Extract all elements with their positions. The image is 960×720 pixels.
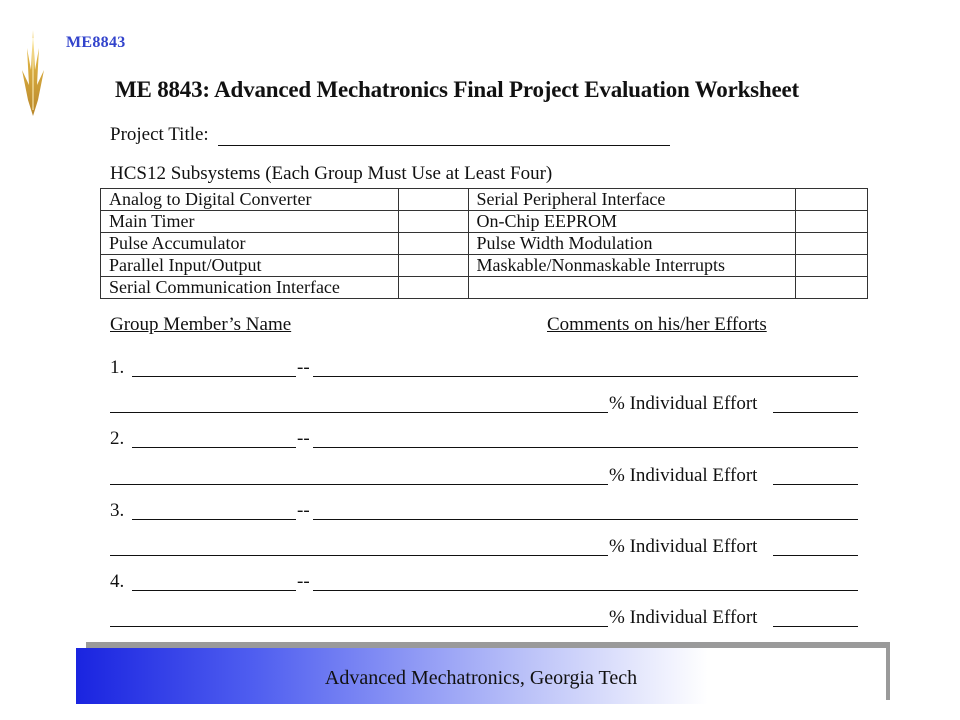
individual-effort-label: % Individual Effort — [609, 607, 758, 628]
subsystems-table — [100, 188, 868, 299]
subsystem-check-cell[interactable] — [796, 277, 868, 299]
subsystem-name-cell: On-Chip EEPROM — [468, 211, 796, 233]
footer-banner — [76, 642, 890, 704]
subsystem-name-cell: Analog to Digital Converter — [101, 189, 399, 211]
subsystem-check-cell[interactable] — [398, 189, 468, 211]
page-title: ME 8843: Advanced Mechatronics Final Project Evaluation Worksheet — [115, 77, 799, 102]
subsystem-name-cell: Parallel Input/Output — [101, 255, 399, 277]
subsystem-check-cell[interactable] — [796, 211, 868, 233]
subsystem-name-cell — [468, 277, 796, 299]
member-number: 2. — [110, 428, 125, 449]
subsystem-check-cell[interactable] — [398, 233, 468, 255]
member-comment-line — [313, 590, 858, 591]
member-number: 1. — [110, 357, 125, 378]
member-separator: -- — [297, 571, 310, 592]
individual-effort-line — [773, 412, 858, 413]
subsystem-check-cell[interactable] — [796, 233, 868, 255]
project-title-label: Project Title: — [110, 124, 209, 145]
comments-header: Comments on his/her Efforts — [547, 314, 767, 335]
subsystem-name-cell: Main Timer — [101, 211, 399, 233]
subsystem-check-cell[interactable] — [796, 189, 868, 211]
subsystem-check-cell[interactable] — [398, 255, 468, 277]
member-number: 3. — [110, 500, 125, 521]
subsystem-name-cell: Serial Peripheral Interface — [468, 189, 796, 211]
subsystem-check-cell[interactable] — [398, 211, 468, 233]
subsystem-name-cell: Pulse Accumulator — [101, 233, 399, 255]
member-separator: -- — [297, 500, 310, 521]
member-name-line — [132, 590, 296, 591]
individual-effort-line — [773, 555, 858, 556]
georgia-tech-flame-logo-icon — [20, 30, 46, 116]
subsystem-check-cell[interactable] — [796, 255, 868, 277]
individual-effort-label: % Individual Effort — [609, 465, 758, 486]
course-code: ME8843 — [66, 34, 126, 51]
member-comment-line — [313, 519, 858, 520]
individual-effort-line — [773, 484, 858, 485]
member-comment-line-2 — [110, 484, 608, 485]
subsystem-name-cell: Serial Communication Interface — [101, 277, 399, 299]
member-name-header: Group Member’s Name — [110, 314, 292, 335]
individual-effort-label: % Individual Effort — [609, 393, 758, 414]
member-name-line — [132, 519, 296, 520]
table-row — [101, 233, 868, 255]
footer-bar — [76, 648, 886, 704]
member-comment-line — [313, 376, 858, 377]
member-number: 4. — [110, 571, 125, 592]
project-title-blank-line — [218, 145, 670, 146]
subsystem-name-cell: Maskable/Nonmaskable Interrupts — [468, 255, 796, 277]
individual-effort-label: % Individual Effort — [609, 536, 758, 557]
subsystem-check-cell[interactable] — [398, 277, 468, 299]
table-row — [101, 189, 868, 211]
member-name-line — [132, 376, 296, 377]
subsystems-heading: HCS12 Subsystems (Each Group Must Use at Least Four) — [110, 163, 553, 184]
member-name-line — [132, 447, 296, 448]
member-comment-line-2 — [110, 412, 608, 413]
individual-effort-line — [773, 626, 858, 627]
member-comment-line-2 — [110, 555, 608, 556]
member-separator: -- — [297, 357, 310, 378]
subsystem-name-cell: Pulse Width Modulation — [468, 233, 796, 255]
table-row — [101, 211, 868, 233]
member-comment-line — [313, 447, 858, 448]
footer-text: Advanced Mechatronics, Georgia Tech — [324, 666, 638, 689]
table-row — [101, 277, 868, 299]
table-row — [101, 255, 868, 277]
member-separator: -- — [297, 428, 310, 449]
member-comment-line-2 — [110, 626, 608, 627]
